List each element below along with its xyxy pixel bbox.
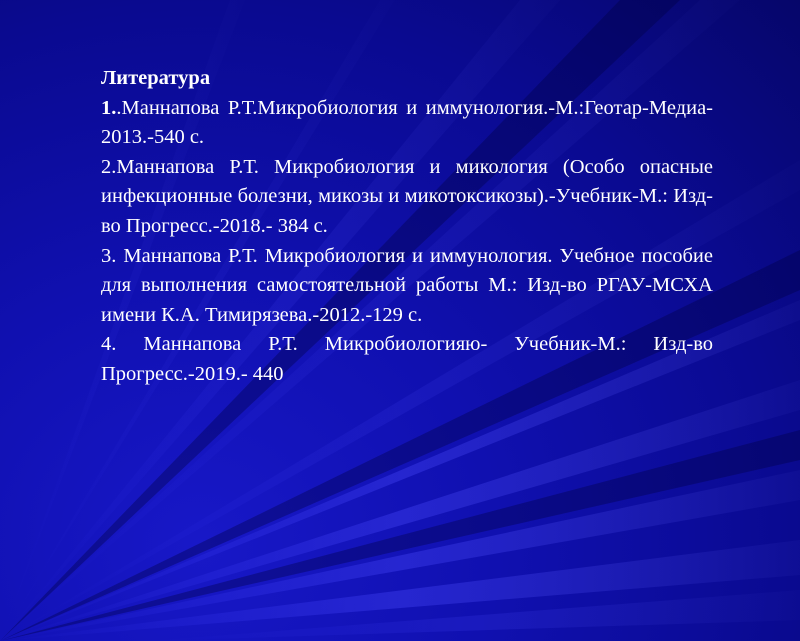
- literature-heading: Литература: [101, 67, 211, 89]
- reference-item-1: [101, 94, 713, 153]
- reference-item-4: 4. Маннапова Р.Т. Микробиологияю- Учебник-М.: Изд-во Прогресс.-2019.- 440: [101, 333, 713, 385]
- reference-number-1: 1.: [101, 96, 117, 119]
- reference-text-1: .Маннапова Р.Т.Микробиология и иммунология.-М.:Геотар-Медиа- 2013.-540 с.: [101, 96, 713, 149]
- literature-text-block: [101, 64, 713, 390]
- reference-item-2: 2.Маннапова Р.Т. Микробиология и микология (Особо опасные инфекционные болезни, микозы и микотоксикозы).-Учебник-М.: Изд-во Прогресс.-2018.- 384 с.: [101, 155, 713, 237]
- reference-item-3: 3. Маннапова Р.Т. Микробиология и иммунология. Учебное пособие для выполнения самостоятельной работы М.: Изд-во РГАУ-МСХА имени К.А. Тимирязева.-2012.-129 с.: [101, 244, 713, 326]
